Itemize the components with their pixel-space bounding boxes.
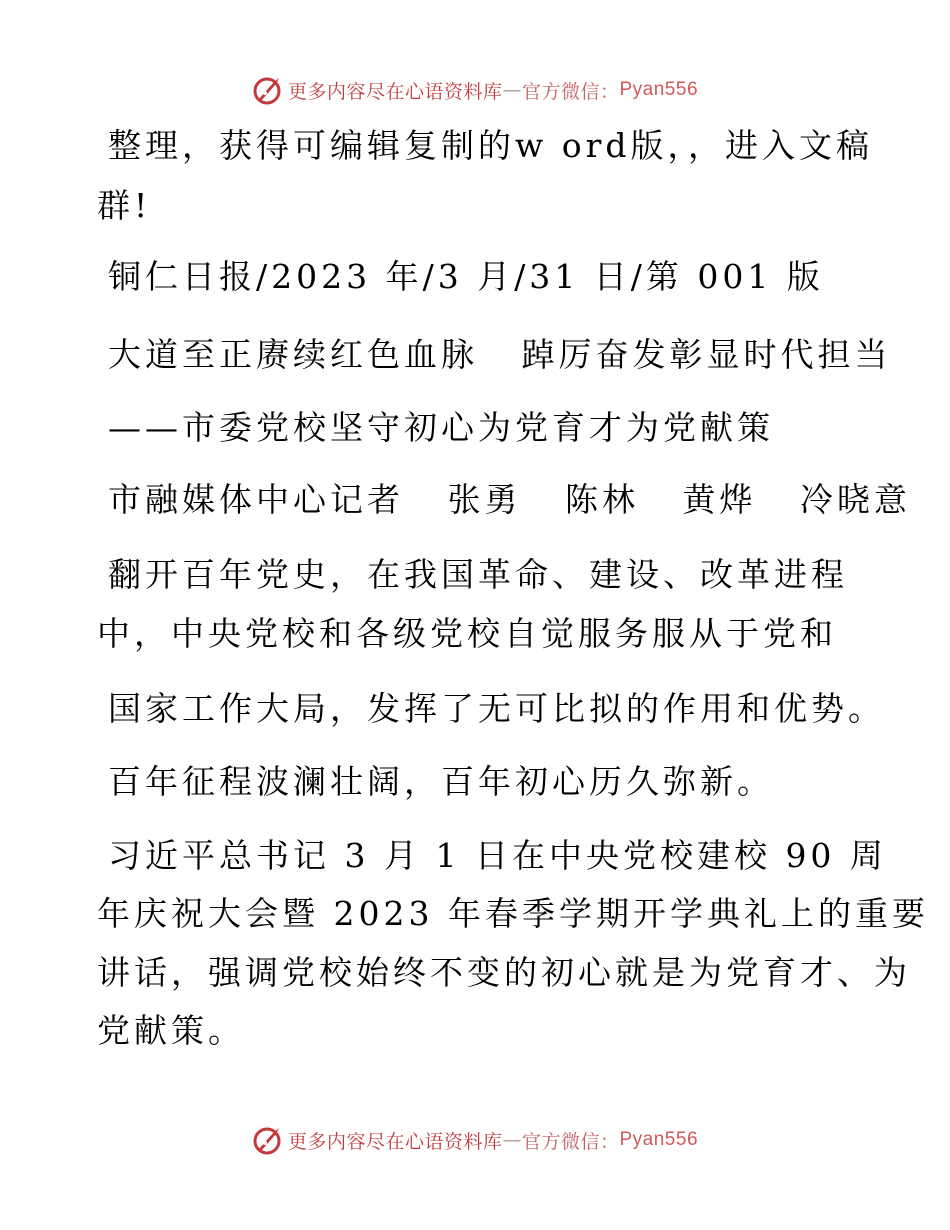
- banner-main-text: 更多内容尽在心语资料库: [287, 80, 503, 103]
- pen-logo-icon: [252, 1124, 284, 1156]
- text-line: 党献策。: [97, 1011, 245, 1050]
- banner-wechat-id: Pyan556: [619, 79, 699, 100]
- pen-logo-icon: [252, 74, 284, 106]
- banner-sub-text: 官方微信：: [521, 80, 620, 103]
- banner-wechat-id: Pyan556: [619, 1129, 699, 1150]
- text-line: 翻开百年党史，在我国革命、建设、改革进程: [108, 555, 848, 594]
- banner-sub-text: 官方微信：: [521, 1130, 620, 1153]
- text-line: 中，中央党校和各级党校自觉服务服从于党和: [97, 614, 837, 653]
- text-line: 习近平总书记 3 月 1 日在中央党校建校 90 周: [108, 836, 887, 875]
- text-line: 铜仁日报/2023 年/3 月/31 日/第 001 版: [108, 257, 824, 296]
- article-subheadline: ——市委党校坚守初心为党育才为党献策: [108, 408, 774, 447]
- article-headline: 大道至正赓续红色血脉 踔厉奋发彰显时代担当: [108, 335, 892, 374]
- article-byline: 市融媒体中心记者 张勇 陈林 黄烨 冷晓意: [108, 480, 911, 519]
- text-line: 整理，获得可编辑复制的w ord版，，进入文稿: [108, 126, 874, 165]
- banner-dash: —: [502, 1129, 522, 1151]
- text-line: 百年征程波澜壮阔，百年初心历久弥新。: [108, 762, 774, 801]
- banner-main-text: 更多内容尽在心语资料库: [287, 1130, 503, 1153]
- text-line: 年庆祝大会暨 2023 年春季学期开学典礼上的重要: [97, 894, 929, 933]
- text-line: 群!: [97, 186, 152, 225]
- header-banner: [0, 70, 950, 110]
- text-line: 国家工作大局，发挥了无可比拟的作用和优势。: [108, 689, 885, 728]
- banner-dash: —: [502, 79, 522, 101]
- footer-banner: [0, 1120, 950, 1160]
- text-line: 讲话，强调党校始终不变的初心就是为党育才、为: [97, 953, 911, 992]
